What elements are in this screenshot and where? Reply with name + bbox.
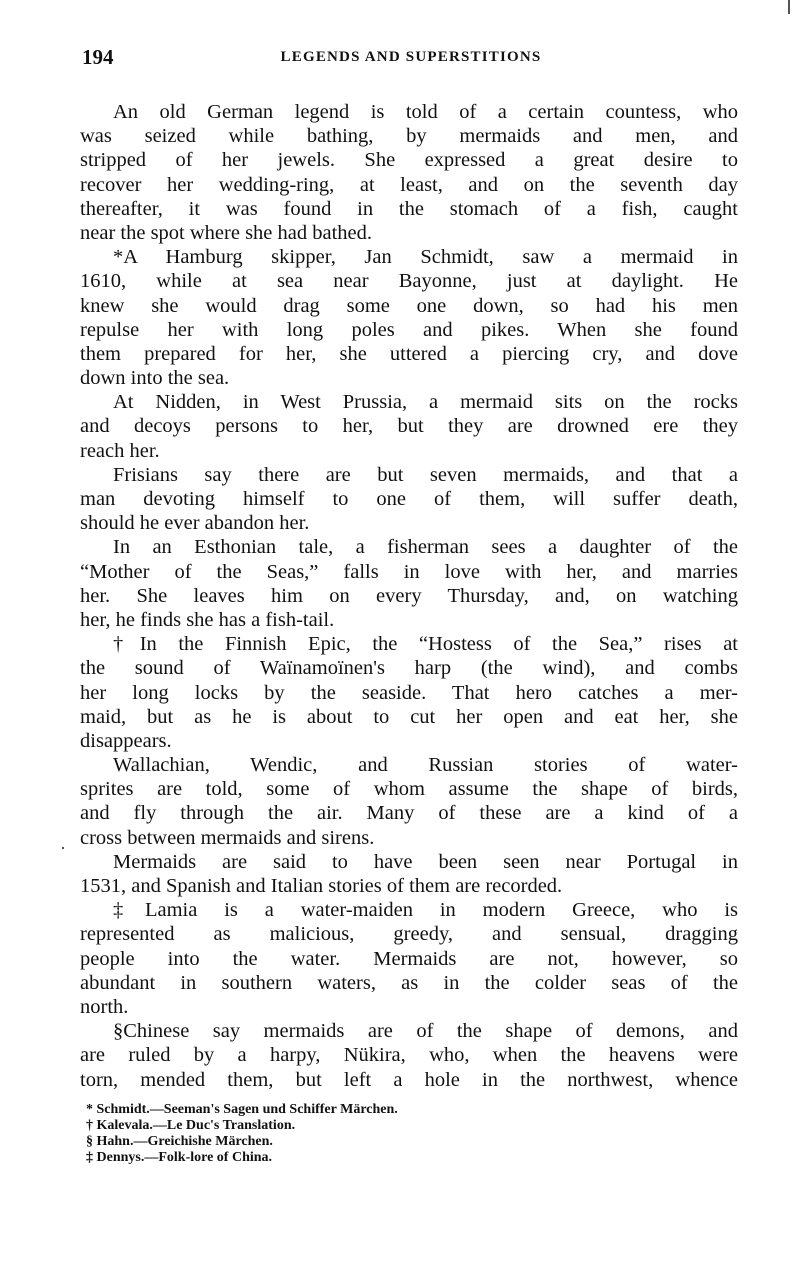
running-title: LEGENDS AND SUPERSTITIONS (280, 49, 542, 65)
text-line: abundant in southern waters, as in the colder seas of the (80, 971, 738, 994)
text-line: At Nidden, in West Prussia, a mermaid sits on the rocks (113, 391, 738, 414)
text-line: cross between mermaids and sirens. (80, 826, 375, 849)
text-line: ‡Lamia is a water-maiden in modern Greece, who is (113, 899, 738, 922)
text-line: stripped of her jewels. She expressed a great desire to (80, 149, 738, 172)
text-line: Mermaids are said to have been seen near Portugal in (113, 850, 738, 873)
text-line: 1531, and Spanish and Italian stories of them are recorded. (80, 875, 563, 897)
text-line: torn, mended them, but left a hole in the northwest, whence (80, 1068, 738, 1091)
scan-mark (788, 0, 790, 14)
paragraph (80, 390, 738, 463)
page-number: 194 (82, 45, 114, 69)
text-line: north. (80, 995, 129, 1018)
text-line: her, he finds she has a fish-tail. (80, 608, 335, 631)
text-line: reach her. (80, 439, 160, 462)
paragraph (80, 100, 738, 245)
paragraph (80, 753, 738, 850)
text-line: man devoting himself to one of them, will suffer death, (80, 488, 738, 510)
text-line: disappears. (80, 729, 172, 752)
text-line: §Chinese say mermaids are of the shape of demons, and (113, 1020, 738, 1043)
paragraph (80, 850, 738, 898)
text-line: repulse her with long poles and pikes. When she found (80, 318, 738, 341)
text-line: knew she would drag some one down, so had his men (80, 294, 738, 317)
text-line: people into the water. Mermaids are not, however, so (80, 947, 738, 970)
text-line: and fly through the air. Many of these are a kind of a (80, 802, 738, 825)
footnote: † Kalevala.—Le Duc's Translation. (86, 1118, 296, 1133)
text-line: maid, but as he is about to cut her open and eat her, she (80, 705, 738, 728)
text-line: and decoys persons to her, but they are drowned ere they (80, 415, 738, 438)
text-line: †In the Finnish Epic, the “Hostess of the Sea,” rises at (113, 633, 738, 656)
paragraph (80, 535, 738, 632)
text-line: In an Esthonian tale, a fisherman sees a daughter of the (113, 536, 738, 559)
text-line: are ruled by a harpy, Nükira, who, when the heavens were (80, 1044, 738, 1067)
text-line: the sound of Waïnamoïnen's harp (the wind), and combs (80, 657, 738, 680)
text-line: “Mother of the Seas,” falls in love with her, and marries (80, 560, 738, 583)
text-line: thereafter, it was found in the stomach of a fish, caught (80, 197, 738, 220)
scan-mark (62, 847, 64, 849)
text-line: represented as malicious, greedy, and sensual, dragging (80, 923, 738, 946)
text-line: should he ever abandon her. (80, 512, 310, 535)
paragraph (80, 1019, 738, 1092)
text-line: 1610, while at sea near Bayonne, just at daylight. He (80, 270, 738, 293)
text-line: An old German legend is told of a certain countess, who (113, 101, 738, 123)
paragraph (80, 898, 738, 1019)
footnote: § Hahn.—Greichishe Märchen. (86, 1134, 273, 1149)
text-line: her long locks by the seaside. That hero catches a mer- (80, 681, 738, 704)
footnote: * Schmidt.—Seeman's Sagen und Schiffer Märchen. (86, 1102, 398, 1117)
text-line: Wallachian, Wendic, and Russian stories of water- (113, 754, 738, 777)
text-line: *A Hamburg skipper, Jan Schmidt, saw a mermaid in (113, 246, 738, 269)
text-line: was seized while bathing, by mermaids and men, and (80, 125, 738, 148)
paragraph (80, 463, 738, 536)
footnote: ‡ Dennys.—Folk-lore of China. (86, 1150, 273, 1165)
text-line: sprites are told, some of whom assume the shape of birds, (80, 778, 738, 801)
text-line: near the spot where she had bathed. (80, 221, 373, 244)
footnotes (86, 1102, 398, 1166)
text-line: down into the sea. (80, 367, 230, 390)
body-text (80, 100, 738, 1092)
paragraph (80, 245, 738, 390)
text-line: her. She leaves him on every Thursday, and, on watching (80, 584, 738, 607)
paragraph (80, 632, 738, 753)
text-line: recover her wedding-ring, at least, and on the seventh day (80, 173, 738, 196)
text-line: Frisians say there are but seven mermaids, and that a (113, 463, 738, 486)
text-line: them prepared for her, she uttered a piercing cry, and dove (80, 342, 738, 365)
